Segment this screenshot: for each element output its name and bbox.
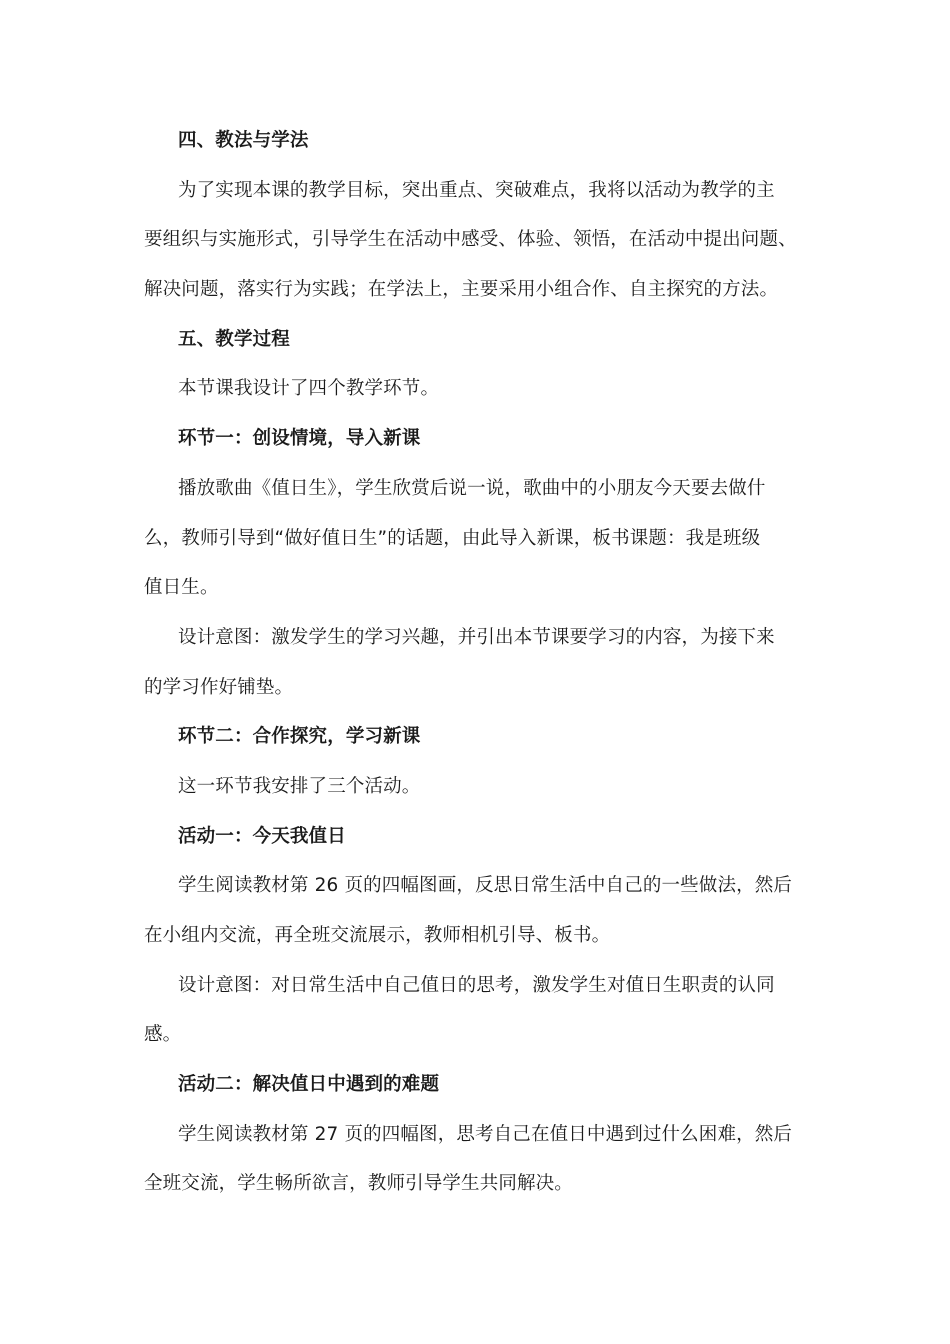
- paragraph-line: 为了实现本课的教学目标，突出重点、突破难点，我将以活动为教学的主: [178, 179, 775, 201]
- paragraph-line: 解决问题，落实行为实践；在学法上，主要采用小组合作、自主探究的方法。: [144, 279, 779, 301]
- section-heading-teaching-methods: 四、教法与学法: [178, 130, 309, 151]
- document-body: [144, 116, 806, 1209]
- paragraph-line: 本节课我设计了四个教学环节。: [178, 378, 440, 400]
- paragraph-line: 播放歌曲《值日生》，学生欣赏后说一说，歌曲中的小朋友今天要去做什: [178, 477, 766, 499]
- paragraph-line: 设计意图：激发学生的学习兴趣，并引出本节课要学习的内容，为接下来: [178, 626, 775, 648]
- subheading-stage-one: 环节一：创设情境，导入新课: [178, 428, 421, 450]
- paragraph-line: 全班交流，学生畅所欲言，教师引导学生共同解决。: [144, 1173, 573, 1195]
- subheading-stage-two: 环节二：合作探究，学习新课: [178, 726, 421, 748]
- paragraph-line: 么，教师引导到“做好值日生”的话题，由此导入新课，板书课题：我是班级: [144, 527, 761, 549]
- paragraph-line: 学生阅读教材第 27 页的四幅图，思考自己在值日中遇到过什么困难，然后: [178, 1123, 793, 1145]
- section-heading-teaching-process: 五、教学过程: [178, 328, 290, 350]
- paragraph-line: 值日生。: [144, 577, 219, 599]
- subheading-activity-two: 活动二：解决值日中遇到的难题: [178, 1074, 440, 1096]
- paragraph-line: 这一环节我安排了三个活动。: [178, 775, 421, 797]
- subheading-activity-one: 活动一：今天我值日: [178, 825, 346, 847]
- paragraph-line: 的学习作好铺垫。: [144, 676, 294, 698]
- paragraph-line: 在小组内交流，再全班交流展示，教师相机引导、板书。: [144, 925, 611, 946]
- paragraph-line: 要组织与实施形式，引导学生在活动中感受、体验、领悟，在活动中提出问题、: [144, 229, 797, 251]
- paragraph-line: 学生阅读教材第 26 页的四幅图画，反思日常生活中自己的一些做法，然后: [178, 875, 793, 897]
- paragraph-line: 感。: [144, 1024, 182, 1046]
- paragraph-line: 设计意图：对日常生活中自己值日的思考，激发学生对值日生职责的认同: [178, 974, 775, 996]
